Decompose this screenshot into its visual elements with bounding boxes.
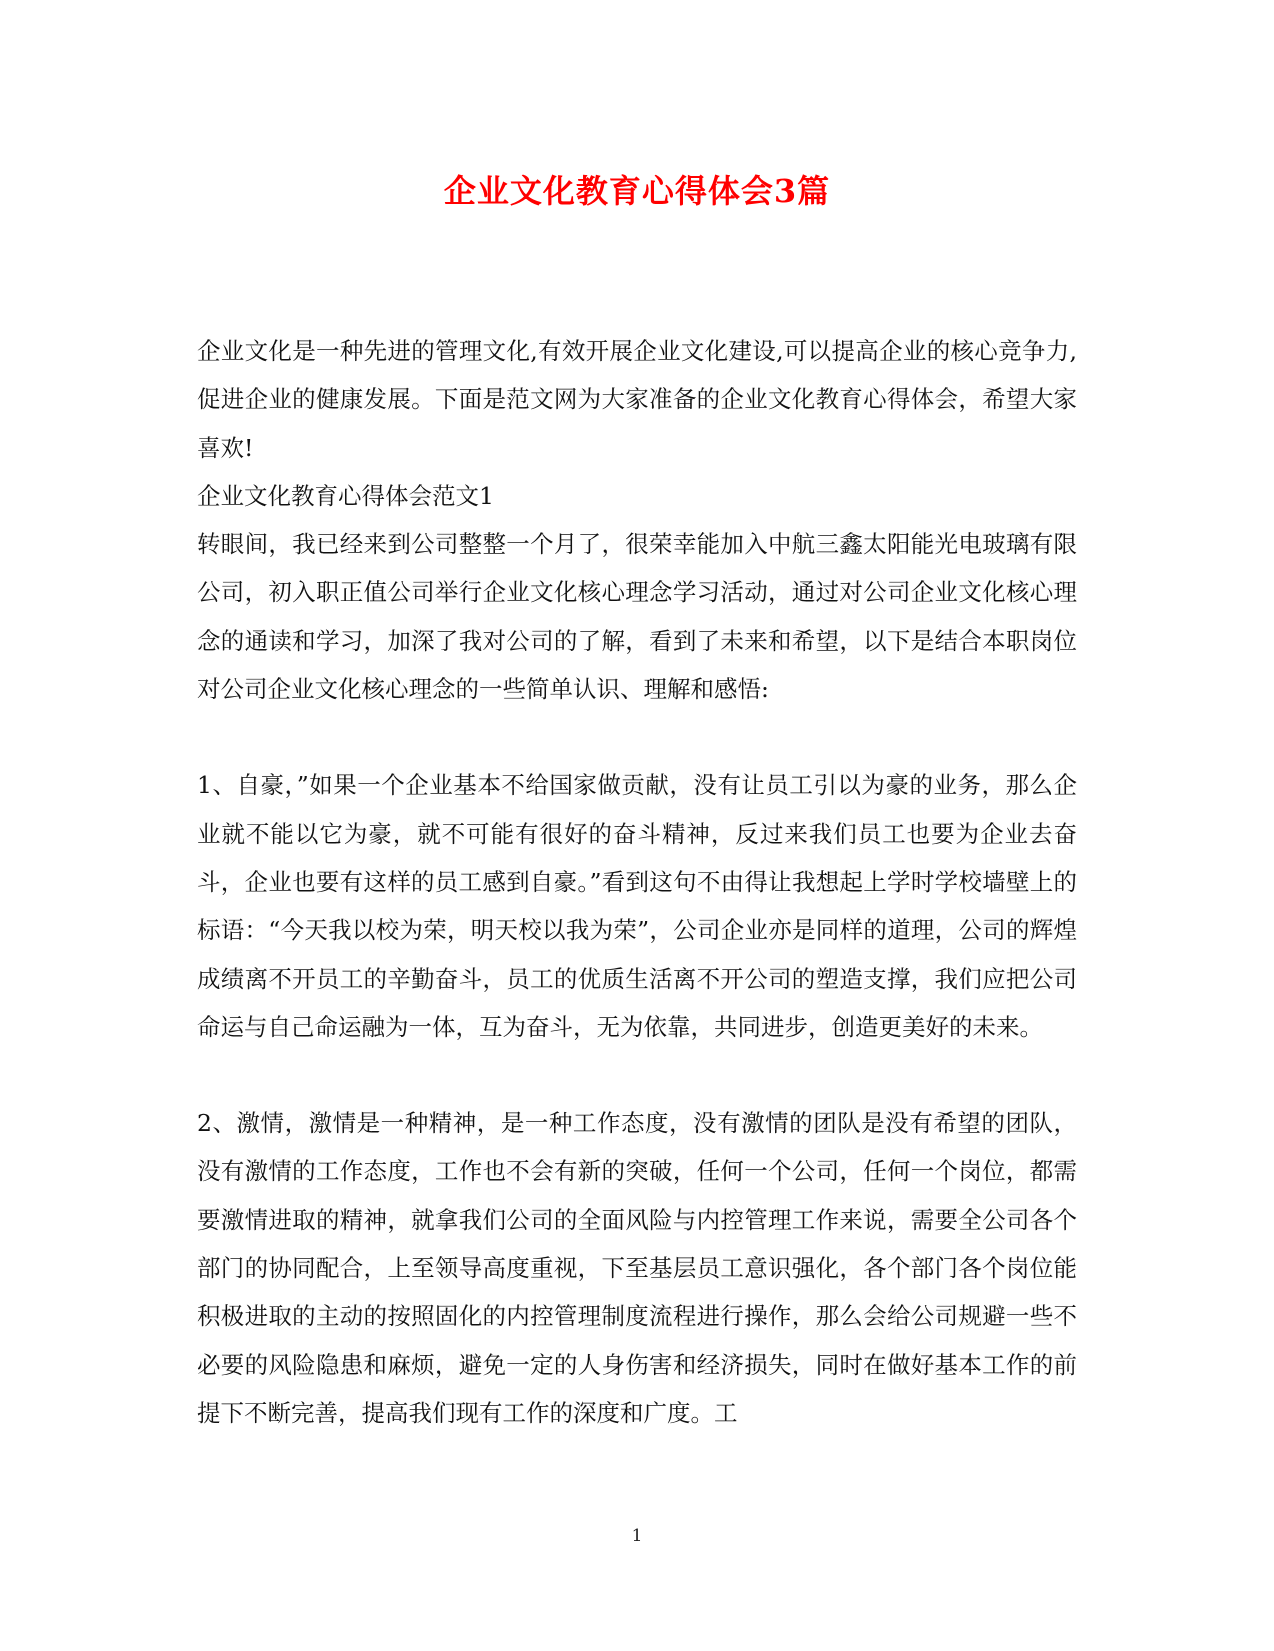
body-paragraph: 转眼间，我已经来到公司整整一个月了，很荣幸能加入中航三鑫太阳能光电玻璃有限公司，初入职正值公司举行企业文化核心理念学习活动，通过对公司企业文化核心理念的通读和学习，加深了我对公司的了解，看到了未来和希望，以下是结合本职岗位对公司企业文化核心理念的一些简单认识、理解和感悟: xyxy=(197,530,1077,704)
body-paragraph: 2、激情，激情是一种精神，是一种工作态度，没有激情的团队是没有希望的团队，没有激情的工作态度，工作也不会有新的突破，任何一个公司，任何一个岗位，都需要激情进取的精神，就拿我们公司的全面风险与内控管理工作来说，需要全公司各个部门的协同配合，上至领导高度重视，下至基层员工意识强化，各个部门各个岗位能积极进取的主动的按照固化的内控管理制度流程进行操作，那么会给公司规避一些不必要的风险隐患和麻烦，避免一定的人身伤害和经济损失，同时在做好基本工作的前提下不断完善，提高我们现有工作的深度和广度。工 xyxy=(197,1109,1077,1427)
document-title: 企业文化教育心得体会3篇 xyxy=(443,172,831,210)
document-body xyxy=(197,327,1077,1437)
page-number: 1 xyxy=(631,1526,643,1546)
paragraph-spacer xyxy=(197,713,1077,761)
intro-paragraph: 企业文化是一种先进的管理文化,有效开展企业文化建设,可以提高企业的核心竞争力,促进企业的健康发展。下面是范文网为大家准备的企业文化教育心得体会，希望大家喜欢! xyxy=(197,337,1077,462)
section-heading: 企业文化教育心得体会范文1 xyxy=(197,481,494,510)
paragraph-spacer xyxy=(197,1051,1077,1099)
body-paragraph: 1、自豪，”如果一个企业基本不给国家做贡献，没有让员工引以为豪的业务，那么企业就不能以它为豪，就不可能有很好的奋斗精神，反过来我们员工也要为企业去奋斗，企业也要有这样的员工感到自豪。”看到这句不由得让我想起上学时学校墙壁上的标语：“今天我以校为荣，明天校以我为荣”，公司企业亦是同样的道理，公司的辉煌成绩离不开员工的辛勤奋斗，员工的优质生活离不开公司的塑造支撑，我们应把公司命运与自己命运融为一体，互为奋斗，无为依靠，共同进步，创造更美好的未来。 xyxy=(197,771,1077,1041)
